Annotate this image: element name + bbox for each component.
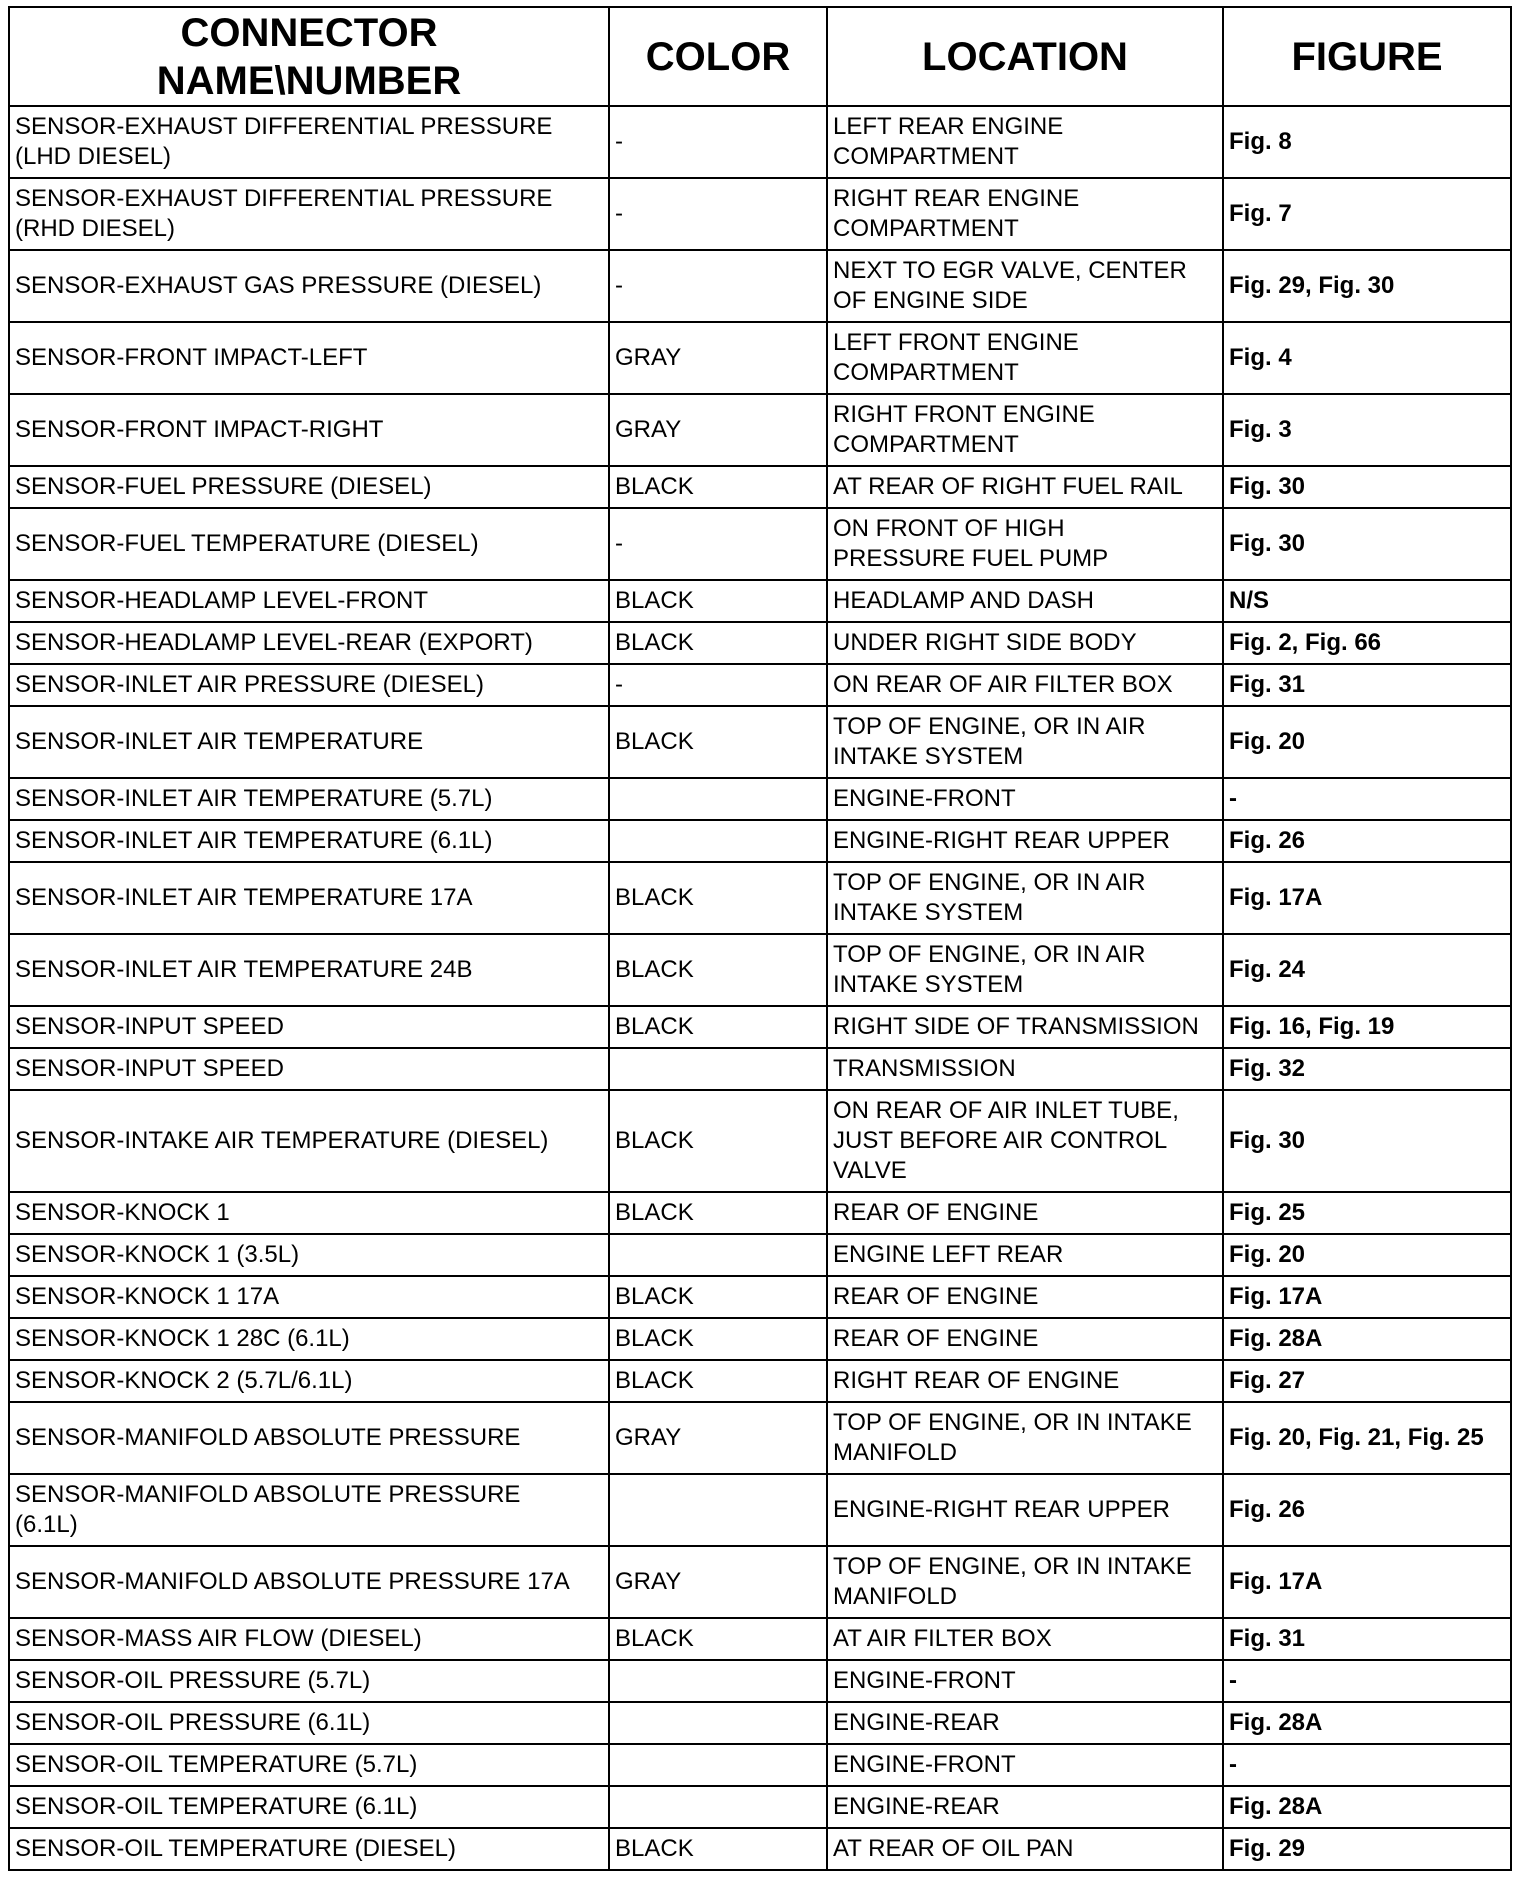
connector-name-cell: SENSOR-FUEL PRESSURE (DIESEL) — [9, 466, 609, 508]
figure-cell: Fig. 29 — [1223, 1828, 1511, 1870]
location-cell: TRANSMISSION — [827, 1048, 1223, 1090]
location-cell: TOP OF ENGINE, OR IN AIR INTAKE SYSTEM — [827, 862, 1223, 934]
table-row — [9, 1828, 1511, 1870]
connector-name-cell: SENSOR-EXHAUST DIFFERENTIAL PRESSURE (RHD DIESEL) — [9, 178, 609, 250]
connector-name-cell: SENSOR-KNOCK 2 (5.7L/6.1L) — [9, 1360, 609, 1402]
header-color: COLOR — [609, 7, 827, 106]
figure-cell: Fig. 30 — [1223, 1090, 1511, 1192]
location-cell: TOP OF ENGINE, OR IN INTAKE MANIFOLD — [827, 1546, 1223, 1618]
color-cell: - — [609, 106, 827, 178]
table-row — [9, 622, 1511, 664]
figure-cell: Fig. 8 — [1223, 106, 1511, 178]
location-cell: UNDER RIGHT SIDE BODY — [827, 622, 1223, 664]
header-row — [9, 7, 1511, 106]
connector-name-cell: SENSOR-MANIFOLD ABSOLUTE PRESSURE (6.1L) — [9, 1474, 609, 1546]
color-cell — [609, 1702, 827, 1744]
color-cell: - — [609, 178, 827, 250]
table-row — [9, 394, 1511, 466]
location-cell: ENGINE-FRONT — [827, 778, 1223, 820]
connector-name-cell: SENSOR-FUEL TEMPERATURE (DIESEL) — [9, 508, 609, 580]
figure-cell: Fig. 28A — [1223, 1702, 1511, 1744]
location-cell: ON REAR OF AIR FILTER BOX — [827, 664, 1223, 706]
location-cell: AT REAR OF RIGHT FUEL RAIL — [827, 466, 1223, 508]
location-cell: RIGHT SIDE OF TRANSMISSION — [827, 1006, 1223, 1048]
table-row — [9, 322, 1511, 394]
location-cell: TOP OF ENGINE, OR IN AIR INTAKE SYSTEM — [827, 934, 1223, 1006]
table-row — [9, 778, 1511, 820]
table-row — [9, 1702, 1511, 1744]
color-cell: GRAY — [609, 1546, 827, 1618]
color-cell — [609, 1048, 827, 1090]
figure-cell: Fig. 26 — [1223, 820, 1511, 862]
location-cell: ENGINE-FRONT — [827, 1744, 1223, 1786]
connector-name-cell: SENSOR-FRONT IMPACT-LEFT — [9, 322, 609, 394]
connector-name-cell: SENSOR-INLET AIR TEMPERATURE (6.1L) — [9, 820, 609, 862]
figure-cell: Fig. 24 — [1223, 934, 1511, 1006]
table-row — [9, 580, 1511, 622]
table-row — [9, 1546, 1511, 1618]
figure-cell: Fig. 26 — [1223, 1474, 1511, 1546]
figure-cell: Fig. 30 — [1223, 508, 1511, 580]
color-cell — [609, 1234, 827, 1276]
location-cell: NEXT TO EGR VALVE, CENTER OF ENGINE SIDE — [827, 250, 1223, 322]
location-cell: REAR OF ENGINE — [827, 1192, 1223, 1234]
table-row — [9, 1660, 1511, 1702]
figure-cell: Fig. 31 — [1223, 664, 1511, 706]
figure-cell: Fig. 32 — [1223, 1048, 1511, 1090]
header-figure: FIGURE — [1223, 7, 1511, 106]
location-cell: RIGHT REAR OF ENGINE — [827, 1360, 1223, 1402]
color-cell — [609, 778, 827, 820]
table-row — [9, 664, 1511, 706]
table-row — [9, 250, 1511, 322]
connector-name-cell: SENSOR-HEADLAMP LEVEL-FRONT — [9, 580, 609, 622]
connector-name-cell: SENSOR-HEADLAMP LEVEL-REAR (EXPORT) — [9, 622, 609, 664]
color-cell: BLACK — [609, 1192, 827, 1234]
figure-cell: Fig. 17A — [1223, 1276, 1511, 1318]
figure-cell: Fig. 28A — [1223, 1786, 1511, 1828]
color-cell: BLACK — [609, 466, 827, 508]
location-cell: RIGHT FRONT ENGINE COMPARTMENT — [827, 394, 1223, 466]
table-row — [9, 706, 1511, 778]
table-row — [9, 1618, 1511, 1660]
figure-cell: - — [1223, 1744, 1511, 1786]
color-cell: BLACK — [609, 934, 827, 1006]
location-cell: ENGINE-RIGHT REAR UPPER — [827, 820, 1223, 862]
color-cell: BLACK — [609, 1090, 827, 1192]
figure-cell: Fig. 27 — [1223, 1360, 1511, 1402]
connector-name-cell: SENSOR-INPUT SPEED — [9, 1006, 609, 1048]
color-cell — [609, 1744, 827, 1786]
table-row — [9, 862, 1511, 934]
table-row — [9, 1090, 1511, 1192]
table-row — [9, 1474, 1511, 1546]
connector-name-cell: SENSOR-INLET AIR PRESSURE (DIESEL) — [9, 664, 609, 706]
table-row — [9, 106, 1511, 178]
connector-name-cell: SENSOR-MANIFOLD ABSOLUTE PRESSURE — [9, 1402, 609, 1474]
connector-name-cell: SENSOR-OIL TEMPERATURE (DIESEL) — [9, 1828, 609, 1870]
figure-cell: Fig. 28A — [1223, 1318, 1511, 1360]
location-cell: REAR OF ENGINE — [827, 1276, 1223, 1318]
connector-name-cell: SENSOR-EXHAUST DIFFERENTIAL PRESSURE (LHD DIESEL) — [9, 106, 609, 178]
color-cell: BLACK — [609, 622, 827, 664]
color-cell: BLACK — [609, 862, 827, 934]
figure-cell: Fig. 20 — [1223, 1234, 1511, 1276]
header-location: LOCATION — [827, 7, 1223, 106]
connector-name-cell: SENSOR-MANIFOLD ABSOLUTE PRESSURE 17A — [9, 1546, 609, 1618]
color-cell: - — [609, 508, 827, 580]
location-cell: ON FRONT OF HIGH PRESSURE FUEL PUMP — [827, 508, 1223, 580]
figure-cell: Fig. 29, Fig. 30 — [1223, 250, 1511, 322]
color-cell — [609, 1660, 827, 1702]
figure-cell: Fig. 7 — [1223, 178, 1511, 250]
connector-table — [8, 6, 1512, 1871]
figure-cell: Fig. 17A — [1223, 1546, 1511, 1618]
table-row — [9, 466, 1511, 508]
figure-cell: - — [1223, 778, 1511, 820]
location-cell: AT REAR OF OIL PAN — [827, 1828, 1223, 1870]
color-cell: BLACK — [609, 580, 827, 622]
connector-name-cell: SENSOR-KNOCK 1 (3.5L) — [9, 1234, 609, 1276]
color-cell — [609, 820, 827, 862]
table-row — [9, 1192, 1511, 1234]
color-cell: BLACK — [609, 1318, 827, 1360]
connector-name-cell: SENSOR-INLET AIR TEMPERATURE — [9, 706, 609, 778]
table-row — [9, 1234, 1511, 1276]
location-cell: ENGINE-REAR — [827, 1786, 1223, 1828]
table-body — [9, 106, 1511, 1870]
table-row — [9, 1360, 1511, 1402]
connector-name-cell: SENSOR-KNOCK 1 17A — [9, 1276, 609, 1318]
connector-name-cell: SENSOR-INLET AIR TEMPERATURE 24B — [9, 934, 609, 1006]
location-cell: RIGHT REAR ENGINE COMPARTMENT — [827, 178, 1223, 250]
table-row — [9, 508, 1511, 580]
table-row — [9, 1276, 1511, 1318]
color-cell: GRAY — [609, 1402, 827, 1474]
figure-cell: Fig. 20, Fig. 21, Fig. 25 — [1223, 1402, 1511, 1474]
table-row — [9, 820, 1511, 862]
connector-name-cell: SENSOR-EXHAUST GAS PRESSURE (DIESEL) — [9, 250, 609, 322]
connector-name-cell: SENSOR-MASS AIR FLOW (DIESEL) — [9, 1618, 609, 1660]
table-row — [9, 1786, 1511, 1828]
color-cell — [609, 1786, 827, 1828]
color-cell: GRAY — [609, 322, 827, 394]
connector-name-cell: SENSOR-INPUT SPEED — [9, 1048, 609, 1090]
table-row — [9, 178, 1511, 250]
table-row — [9, 934, 1511, 1006]
figure-cell: Fig. 30 — [1223, 466, 1511, 508]
connector-name-cell: SENSOR-OIL PRESSURE (6.1L) — [9, 1702, 609, 1744]
table-row — [9, 1402, 1511, 1474]
color-cell: BLACK — [609, 1006, 827, 1048]
location-cell: ENGINE-FRONT — [827, 1660, 1223, 1702]
location-cell: LEFT FRONT ENGINE COMPARTMENT — [827, 322, 1223, 394]
figure-cell: - — [1223, 1660, 1511, 1702]
location-cell: AT AIR FILTER BOX — [827, 1618, 1223, 1660]
figure-cell: Fig. 25 — [1223, 1192, 1511, 1234]
table-row — [9, 1744, 1511, 1786]
location-cell: LEFT REAR ENGINE COMPARTMENT — [827, 106, 1223, 178]
color-cell: BLACK — [609, 1276, 827, 1318]
color-cell: BLACK — [609, 1828, 827, 1870]
connector-name-cell: SENSOR-OIL TEMPERATURE (6.1L) — [9, 1786, 609, 1828]
figure-cell: Fig. 20 — [1223, 706, 1511, 778]
header-connector-name: CONNECTOR NAME\NUMBER — [9, 7, 609, 106]
table-row — [9, 1318, 1511, 1360]
connector-name-cell: SENSOR-KNOCK 1 — [9, 1192, 609, 1234]
color-cell: - — [609, 250, 827, 322]
connector-name-cell: SENSOR-OIL TEMPERATURE (5.7L) — [9, 1744, 609, 1786]
figure-cell: Fig. 4 — [1223, 322, 1511, 394]
figure-cell: N/S — [1223, 580, 1511, 622]
color-cell: BLACK — [609, 706, 827, 778]
figure-cell: Fig. 17A — [1223, 862, 1511, 934]
connector-name-cell: SENSOR-OIL PRESSURE (5.7L) — [9, 1660, 609, 1702]
connector-name-cell: SENSOR-FRONT IMPACT-RIGHT — [9, 394, 609, 466]
location-cell: ON REAR OF AIR INLET TUBE, JUST BEFORE AIR CONTROL VALVE — [827, 1090, 1223, 1192]
color-cell — [609, 1474, 827, 1546]
location-cell: TOP OF ENGINE, OR IN AIR INTAKE SYSTEM — [827, 706, 1223, 778]
color-cell: - — [609, 664, 827, 706]
table-row — [9, 1006, 1511, 1048]
location-cell: TOP OF ENGINE, OR IN INTAKE MANIFOLD — [827, 1402, 1223, 1474]
location-cell: REAR OF ENGINE — [827, 1318, 1223, 1360]
location-cell: ENGINE LEFT REAR — [827, 1234, 1223, 1276]
figure-cell: Fig. 2, Fig. 66 — [1223, 622, 1511, 664]
connector-name-cell: SENSOR-INLET AIR TEMPERATURE (5.7L) — [9, 778, 609, 820]
color-cell: BLACK — [609, 1360, 827, 1402]
figure-cell: Fig. 3 — [1223, 394, 1511, 466]
table-row — [9, 1048, 1511, 1090]
figure-cell: Fig. 31 — [1223, 1618, 1511, 1660]
location-cell: HEADLAMP AND DASH — [827, 580, 1223, 622]
location-cell: ENGINE-RIGHT REAR UPPER — [827, 1474, 1223, 1546]
connector-name-cell: SENSOR-INLET AIR TEMPERATURE 17A — [9, 862, 609, 934]
figure-cell: Fig. 16, Fig. 19 — [1223, 1006, 1511, 1048]
color-cell: BLACK — [609, 1618, 827, 1660]
connector-name-cell: SENSOR-INTAKE AIR TEMPERATURE (DIESEL) — [9, 1090, 609, 1192]
location-cell: ENGINE-REAR — [827, 1702, 1223, 1744]
color-cell: GRAY — [609, 394, 827, 466]
connector-name-cell: SENSOR-KNOCK 1 28C (6.1L) — [9, 1318, 609, 1360]
